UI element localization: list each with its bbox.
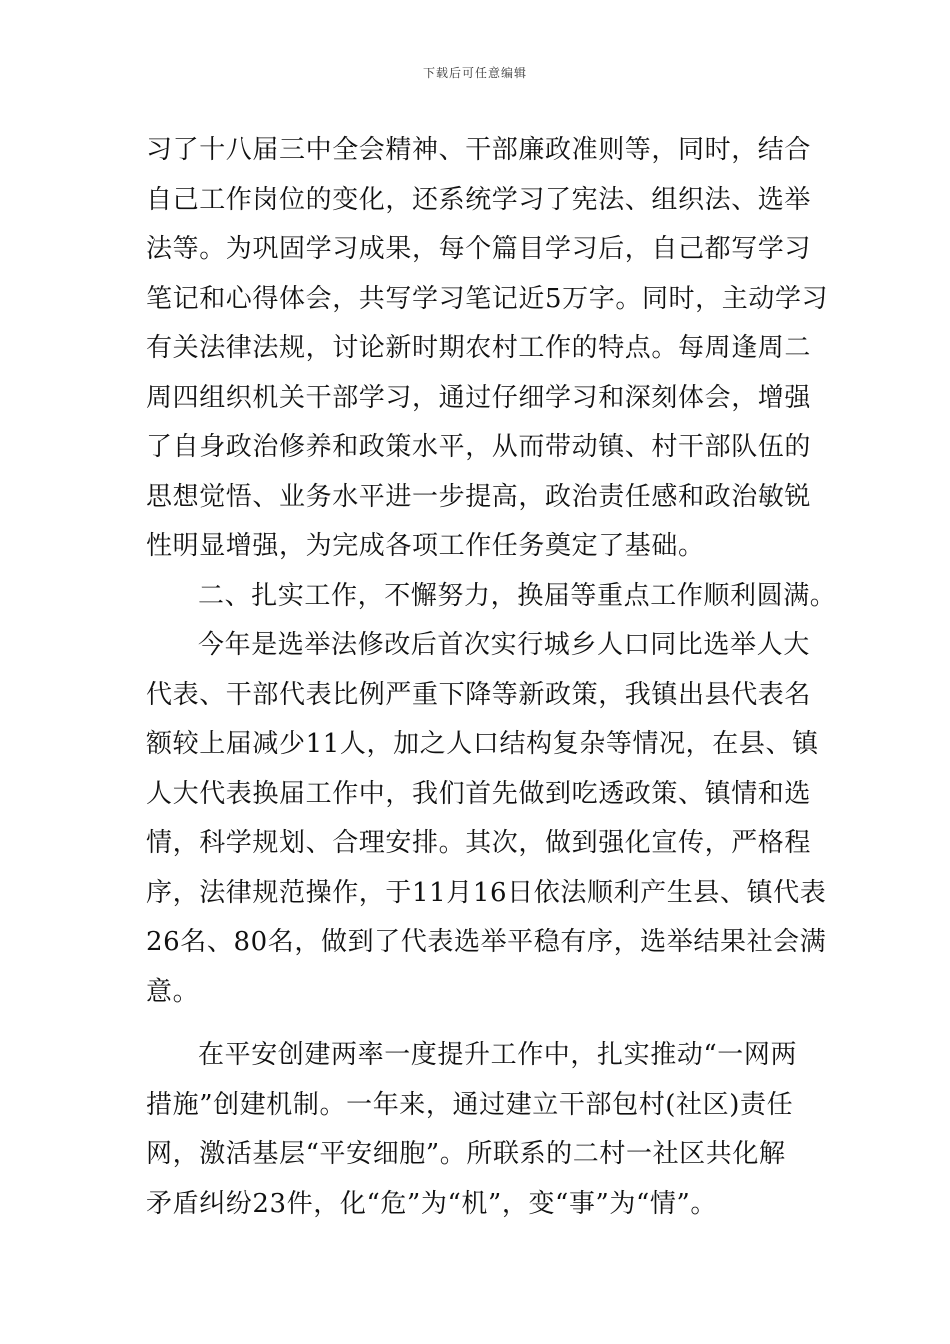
- page-header: 下载后可任意编辑: [422, 66, 527, 80]
- text-line: 措施”创建机制。一年来，通过建立干部包村(社区)责任: [146, 1089, 794, 1120]
- document-body: [146, 126, 837, 1229]
- text-line: 性明显增强，为完成各项工作任务奠定了基础。: [146, 531, 705, 561]
- text-line: 自己工作岗位的变化，还系统学习了宪法、组织法、选举: [146, 184, 812, 215]
- text-line: 额较上届减少11人，加之人口结构复杂等情况，在县、镇: [146, 729, 819, 759]
- text-line: 网，激活基层“平安细胞”。所联系的二村一社区共化解: [146, 1139, 786, 1169]
- text-line: 26名、80名，做到了代表选举平稳有序，选举结果社会满: [146, 927, 827, 957]
- text-line: 意。: [146, 976, 200, 1007]
- text-line: 情，科学规划、合理安排。其次，做到强化宣传，严格程: [146, 828, 812, 858]
- paragraph-start-line: 在平安创建两率一度提升工作中，扎实推动“一网两: [198, 1040, 798, 1070]
- text-line: 有关法律法规，讨论新时期农村工作的特点。每周逢周二: [146, 333, 812, 363]
- paragraph-gap: [146, 1017, 806, 1031]
- text-line: 笔记和心得体会，共写学习笔记近5万字。同时，主动学习: [146, 283, 829, 314]
- paragraph-start-line: 今年是选举法修改后首次实行城乡人口同比选举人大: [198, 630, 810, 660]
- text-line: 法等。为巩固学习成果，每个篇目学习后，自己都写学习: [146, 234, 812, 264]
- text-line: 思想觉悟、业务水平进一步提高，政治责任感和政治敏锐: [146, 481, 812, 512]
- text-line: 序，法律规范操作，于11月16日依法顺利产生县、镇代表: [146, 877, 827, 908]
- text-line: 矛盾纠纷23件，化“危”为“机”，变“事”为“情”。: [146, 1188, 718, 1219]
- text-line: 习了十八届三中全会精神、干部廉政准则等，同时，结合: [146, 135, 812, 165]
- text-line: 周四组织机关干部学习，通过仔细学习和深刻体会，增强: [146, 382, 812, 413]
- text-line: 人大代表换届工作中，我们首先做到吃透政策、镇情和选: [146, 778, 812, 809]
- text-line: 了自身政治修养和政策水平，从而带动镇、村干部队伍的: [146, 432, 812, 462]
- section-heading: 二、扎实工作，不懈努力，换届等重点工作顺利圆满。: [198, 580, 837, 611]
- text-line: 代表、干部代表比例严重下降等新政策，我镇出县代表名: [146, 679, 812, 710]
